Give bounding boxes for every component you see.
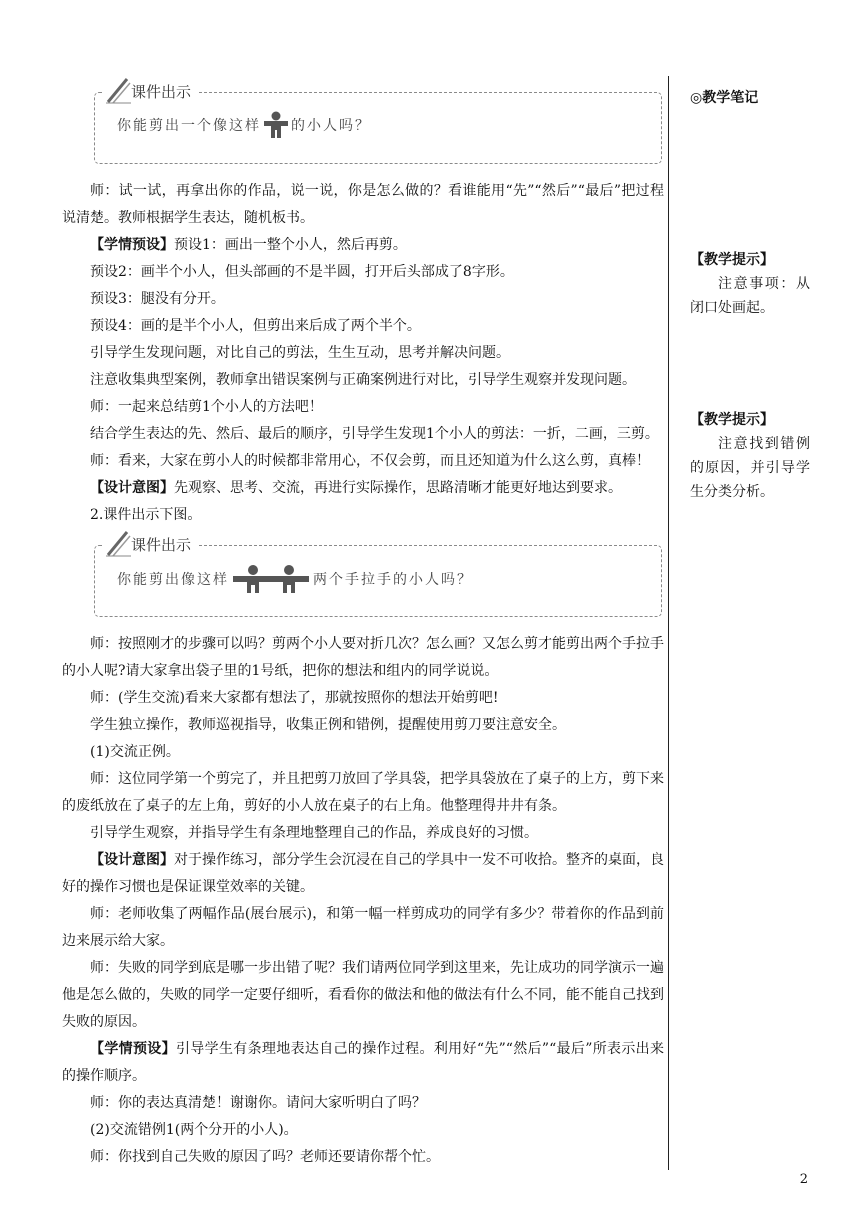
paragraph [62, 286, 664, 313]
paragraph [62, 1036, 664, 1090]
paragraph [62, 232, 664, 259]
paragraph-text: 引导学生有条理地表达自己的操作过程。利用好“先”“然后”“最后”所表示出来的操作顺序。 [62, 1041, 665, 1084]
pen-icon [105, 528, 133, 558]
paragraph [62, 448, 664, 475]
teaching-tip-2 [690, 408, 810, 504]
paragraph-text: 师：这位同学第一个剪完了，并且把剪刀放回了学具袋，把学具袋放在了桌子的上方，剪下来的废纸放在了桌子的左上角，剪好的小人放在桌子的右上角。他整理得井井有条。 [62, 771, 664, 814]
question-text-after: 两个手拉手的小人吗？ [313, 572, 473, 588]
teaching-notes-sidebar [690, 86, 810, 500]
paragraph-text: 引导学生发现问题，对比自己的剪法，生生互动，思考并解决问题。 [90, 345, 510, 361]
courseware-question [117, 564, 473, 594]
courseware-tag [103, 530, 197, 556]
text-section-a [62, 178, 664, 529]
paragraph-text: 预设4：画的是半个小人，但剪出来后成了两个半个。 [90, 318, 421, 334]
paragraph [62, 259, 664, 286]
main-content [62, 78, 664, 1171]
column-divider [668, 76, 669, 1170]
paragraph [62, 475, 664, 502]
paragraph-label: 【设计意图】 [90, 852, 174, 868]
courseware-question [117, 111, 371, 139]
paragraph [62, 685, 664, 712]
paragraph-text: 预设3：腿没有分开。 [90, 291, 225, 307]
two-people-holding-hands-icon [231, 564, 311, 594]
paragraph [62, 739, 664, 766]
paragraph [62, 394, 664, 421]
paragraph-text: (1)交流正例。 [90, 744, 180, 760]
paragraph [62, 847, 664, 901]
tip-heading: 【教学提示】 [690, 252, 774, 268]
paragraph-text: 对于操作练习，部分学生会沉浸在自己的学具中一发不可收拾。整齐的桌面，良好的操作习惯也是保证课堂效率的关键。 [62, 852, 664, 895]
paper-person-icon [263, 111, 289, 139]
paragraph [62, 502, 664, 529]
paragraph-text: 师：你的表达真清楚！谢谢你。请问大家听明白了吗？ [90, 1095, 426, 1111]
paragraph-label: 【设计意图】 [90, 480, 174, 496]
paragraph [62, 340, 664, 367]
text-section-b [62, 631, 664, 1171]
paragraph [62, 313, 664, 340]
question-text-before: 你能剪出像这样 [117, 572, 229, 588]
paragraph-text: 师：一起来总结剪1个小人的方法吧！ [90, 399, 323, 415]
paragraph-text: 师：按照刚才的步骤可以吗？剪两个小人要对折几次？怎么画？又怎么剪才能剪出两个手拉手的小人呢?请大家拿出袋子里的1号纸，把你的想法和组内的同学说说。 [62, 636, 664, 679]
courseware-tag-label: 课件出示 [131, 83, 192, 101]
paragraph-text: 师：试一试，再拿出你的作品，说一说，你是怎么做的？看谁能用“先”“然后”“最后”把过程说清楚。教师根据学生表达，随机板书。 [62, 183, 664, 226]
paragraph [62, 766, 664, 820]
paragraph-text: 师：(学生交流)看来大家都有想法了，那就按照你的想法开始剪吧! [90, 690, 499, 706]
paragraph [62, 421, 664, 448]
paragraph-text: 师：你找到自己失败的原因了吗？老师还要请你帮个忙。 [90, 1149, 440, 1165]
paragraph-text: 学生独立操作，教师巡视指导，收集正例和错例，提醒使用剪刀要注意安全。 [90, 717, 566, 733]
paragraph [62, 712, 664, 739]
paragraph-text: 师：看来，大家在剪小人的时候都非常用心，不仅会剪，而且还知道为什么这么剪，真棒！ [90, 453, 650, 469]
paragraph [62, 178, 664, 232]
paragraph [62, 820, 664, 847]
tip-body: 注意事项：从闭口处画起。 [690, 276, 810, 316]
paragraph [62, 1117, 664, 1144]
paragraph-label: 【学情预设】 [90, 1041, 176, 1057]
paragraph-text: 先观察、思考、交流，再进行实际操作，思路清晰才能更好地达到要求。 [174, 480, 622, 496]
paragraph-text: 引导学生观察，并指导学生有条理地整理自己的作品，养成良好的习惯。 [90, 825, 538, 841]
paragraph [62, 955, 664, 1036]
paragraph [62, 631, 664, 685]
paragraph [62, 1090, 664, 1117]
notes-heading: ◎教学笔记 [690, 90, 759, 106]
paragraph-text: 预设1：画出一整个小人，然后再剪。 [174, 237, 407, 253]
paragraph-text: 师：老师收集了两幅作品(展台展示)，和第一幅一样剪成功的同学有多少？带着你的作品到前边来展示给大家。 [62, 906, 664, 949]
paragraph-text: 师：失败的同学到底是哪一步出错了呢？我们请两位同学到这里来，先让成功的同学演示一遍他是怎么做的，失败的同学一定要仔细听，看看你的做法和他的做法有什么不同，能不能自己找到失败的原因。 [62, 960, 664, 1030]
paragraph-label: 【学情预设】 [90, 237, 174, 253]
courseware-tag-label: 课件出示 [131, 536, 192, 554]
paragraph [62, 367, 664, 394]
tip-heading: 【教学提示】 [690, 412, 774, 428]
pen-icon [105, 75, 133, 105]
paragraph-text: 结合学生表达的先、然后、最后的顺序，引导学生发现1个小人的剪法：一折，二画，三剪。 [90, 426, 659, 442]
courseware-box-1 [94, 83, 662, 164]
paragraph [62, 901, 664, 955]
paragraph-text: (2)交流错例1(两个分开的小人)。 [90, 1122, 298, 1138]
page-number: 2 [799, 1172, 808, 1187]
courseware-tag [103, 77, 197, 103]
paragraph-text: 预设2：画半个小人，但头部画的不是半圆，打开后头部成了8字形。 [90, 264, 514, 280]
teaching-tip-1 [690, 248, 810, 320]
paragraph [62, 1144, 664, 1171]
paragraph-text: 2.课件出示下图。 [90, 507, 202, 523]
question-text-before: 你能剪出一个像这样 [117, 118, 261, 134]
question-text-after: 的小人吗？ [291, 118, 371, 134]
paragraph-text: 注意收集典型案例，教师拿出错误案例与正确案例进行对比，引导学生观察并发现问题。 [90, 372, 636, 388]
tip-body: 注意找到错例的原因，并引导学生分类分析。 [690, 436, 810, 500]
courseware-box-2 [94, 536, 662, 617]
